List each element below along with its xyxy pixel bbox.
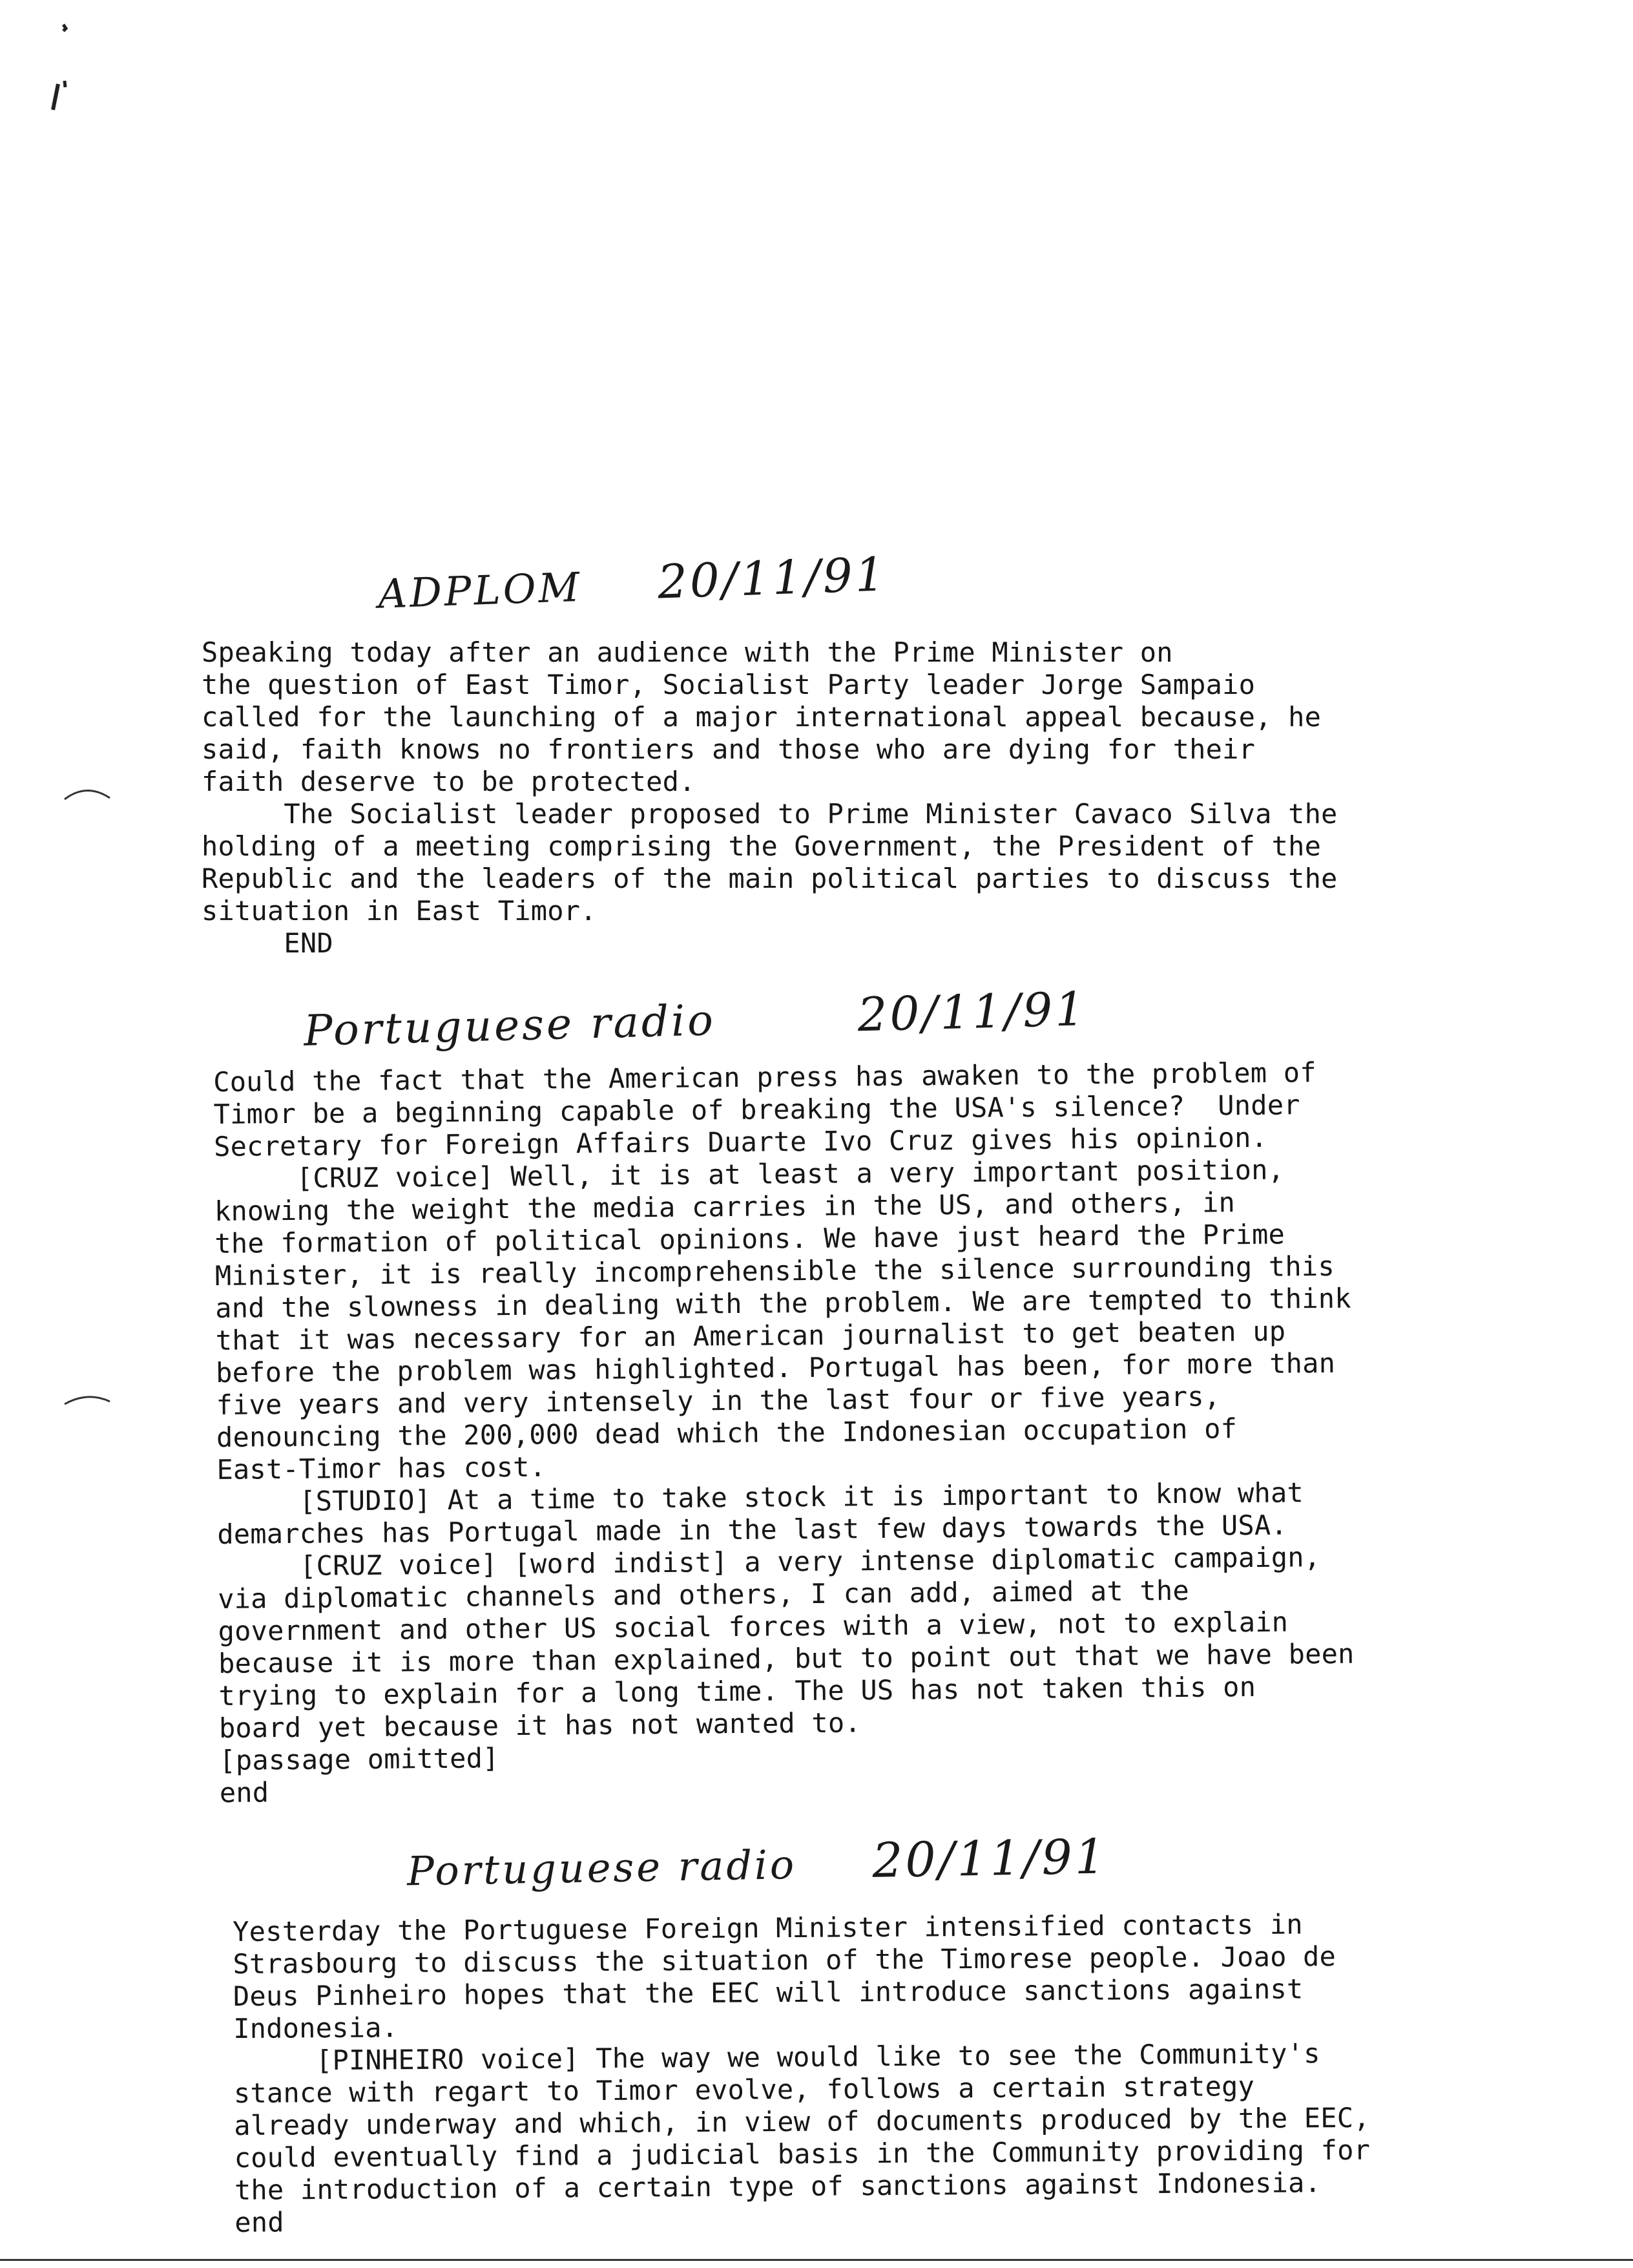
- text-line: because it is more than explained, but to point out that we have been: [218, 1637, 1355, 1679]
- text-line: before the problem was highlighted. Portugal has been, for more than: [215, 1347, 1336, 1389]
- handwritten-heading: [303, 982, 1088, 1056]
- margin-mark: [62, 785, 114, 804]
- text-line: the question of East Timor, Socialist Party leader Jorge Sampaio: [202, 669, 1256, 700]
- text-line: situation in East Timor.: [202, 895, 597, 927]
- text-line: government and other US social forces with a view, not to explain: [218, 1606, 1289, 1647]
- heading-date: 20/11/91: [656, 547, 888, 609]
- handwritten-heading: [377, 547, 888, 618]
- text-line: denouncing the 200,000 dead which the Indonesian occupation of: [216, 1412, 1238, 1453]
- text-line: five years and very intensely in the last four or five years,: [216, 1380, 1221, 1421]
- heading-date: 20/11/91: [857, 982, 1088, 1042]
- text-line: end: [219, 1776, 269, 1809]
- text-line: stance with regart to Timor evolve, follows a certain strategy: [233, 2070, 1255, 2109]
- text-line: the introduction of a certain type of sanctions against Indonesia.: [234, 2167, 1322, 2206]
- margin-mark: [39, 19, 78, 116]
- text-line: Timor be a beginning capable of breaking the USA's silence? Under: [213, 1089, 1300, 1130]
- text-line: end: [234, 2206, 284, 2238]
- text-line: faith deserve to be protected.: [202, 766, 696, 797]
- section-3-text: [233, 1908, 1371, 2239]
- text-line: [passage omitted]: [219, 1742, 499, 1776]
- text-line: Yesterday the Portuguese Foreign Minister intensified contacts in: [233, 1908, 1303, 1948]
- heading-source: ADPLOM: [377, 563, 583, 618]
- page-bottom-rule: [0, 2259, 1633, 2261]
- text-line: said, faith knows no frontiers and those who are dying for their: [202, 733, 1256, 765]
- text-line: Minister, it is really incomprehensible the silence surrounding this: [214, 1250, 1335, 1292]
- text-line: and the slowness in dealing with the problem. We are tempted to think: [215, 1282, 1351, 1324]
- text-line: Speaking today after an audience with the Prime Minister on: [202, 636, 1173, 668]
- text-line: called for the launching of a major international appeal because, he: [202, 701, 1322, 733]
- text-line: [STUDIO] At a time to take stock it is important to know what: [216, 1476, 1304, 1518]
- heading-date: 20/11/91: [871, 1829, 1108, 1889]
- text-line: Could the fact that the American press has awaken to the problem of: [213, 1056, 1316, 1098]
- text-line: board yet because it has not wanted to.: [218, 1706, 862, 1744]
- text-line: Indonesia.: [233, 2011, 399, 2044]
- heading-source: Portuguese radio: [406, 1840, 797, 1895]
- text-line: already underway and which, in view of documents produced by the EEC,: [234, 2101, 1370, 2141]
- section-2-text: [213, 1056, 1356, 1809]
- heading-source: Portuguese radio: [303, 995, 716, 1056]
- text-line: The Socialist leader proposed to Prime Minister Cavaco Silva the: [202, 798, 1338, 830]
- text-line: [PINHEIRO voice] The way we would like to see the Community's: [233, 2037, 1320, 2077]
- text-line: the formation of political opinions. We have just heard the Prime: [214, 1218, 1285, 1259]
- text-line: holding of a meeting comprising the Government, the President of the: [202, 830, 1322, 862]
- text-line: knowing the weight the media carries in the US, and others, in: [214, 1186, 1236, 1227]
- text-line: [CRUZ voice] [word indist] a very intense diplomatic campaign,: [217, 1541, 1321, 1582]
- text-line: Republic and the leaders of the main political parties to discuss the: [202, 863, 1338, 894]
- text-line: could eventually find a judicial basis in the Community providing for: [234, 2134, 1371, 2174]
- text-line: END: [202, 927, 333, 959]
- text-line: Strasbourg to discuss the situation of the Timorese people. Joao de: [233, 1940, 1337, 1980]
- text-line: Secretary for Foreign Affairs Duarte Ivo Cruz gives his opinion.: [213, 1121, 1268, 1162]
- text-line: Deus Pinheiro hopes that the EEC will introduce sanctions against: [233, 1973, 1304, 2012]
- text-line: demarches has Portugal made in the last few days towards the USA.: [217, 1509, 1288, 1550]
- handwritten-heading: [406, 1829, 1108, 1897]
- margin-mark: [62, 1392, 114, 1412]
- text-line: that it was necessary for an American journalist to get beaten up: [215, 1315, 1286, 1356]
- text-line: East-Timor has cost.: [216, 1451, 546, 1486]
- text-line: trying to explain for a long time. The US has not taken this on: [218, 1670, 1256, 1712]
- text-line: [CRUZ voice] Well, it is at least a very important position,: [214, 1153, 1285, 1195]
- section-1-text: [202, 636, 1338, 960]
- text-line: via diplomatic channels and others, I can add, aimed at the: [217, 1574, 1190, 1615]
